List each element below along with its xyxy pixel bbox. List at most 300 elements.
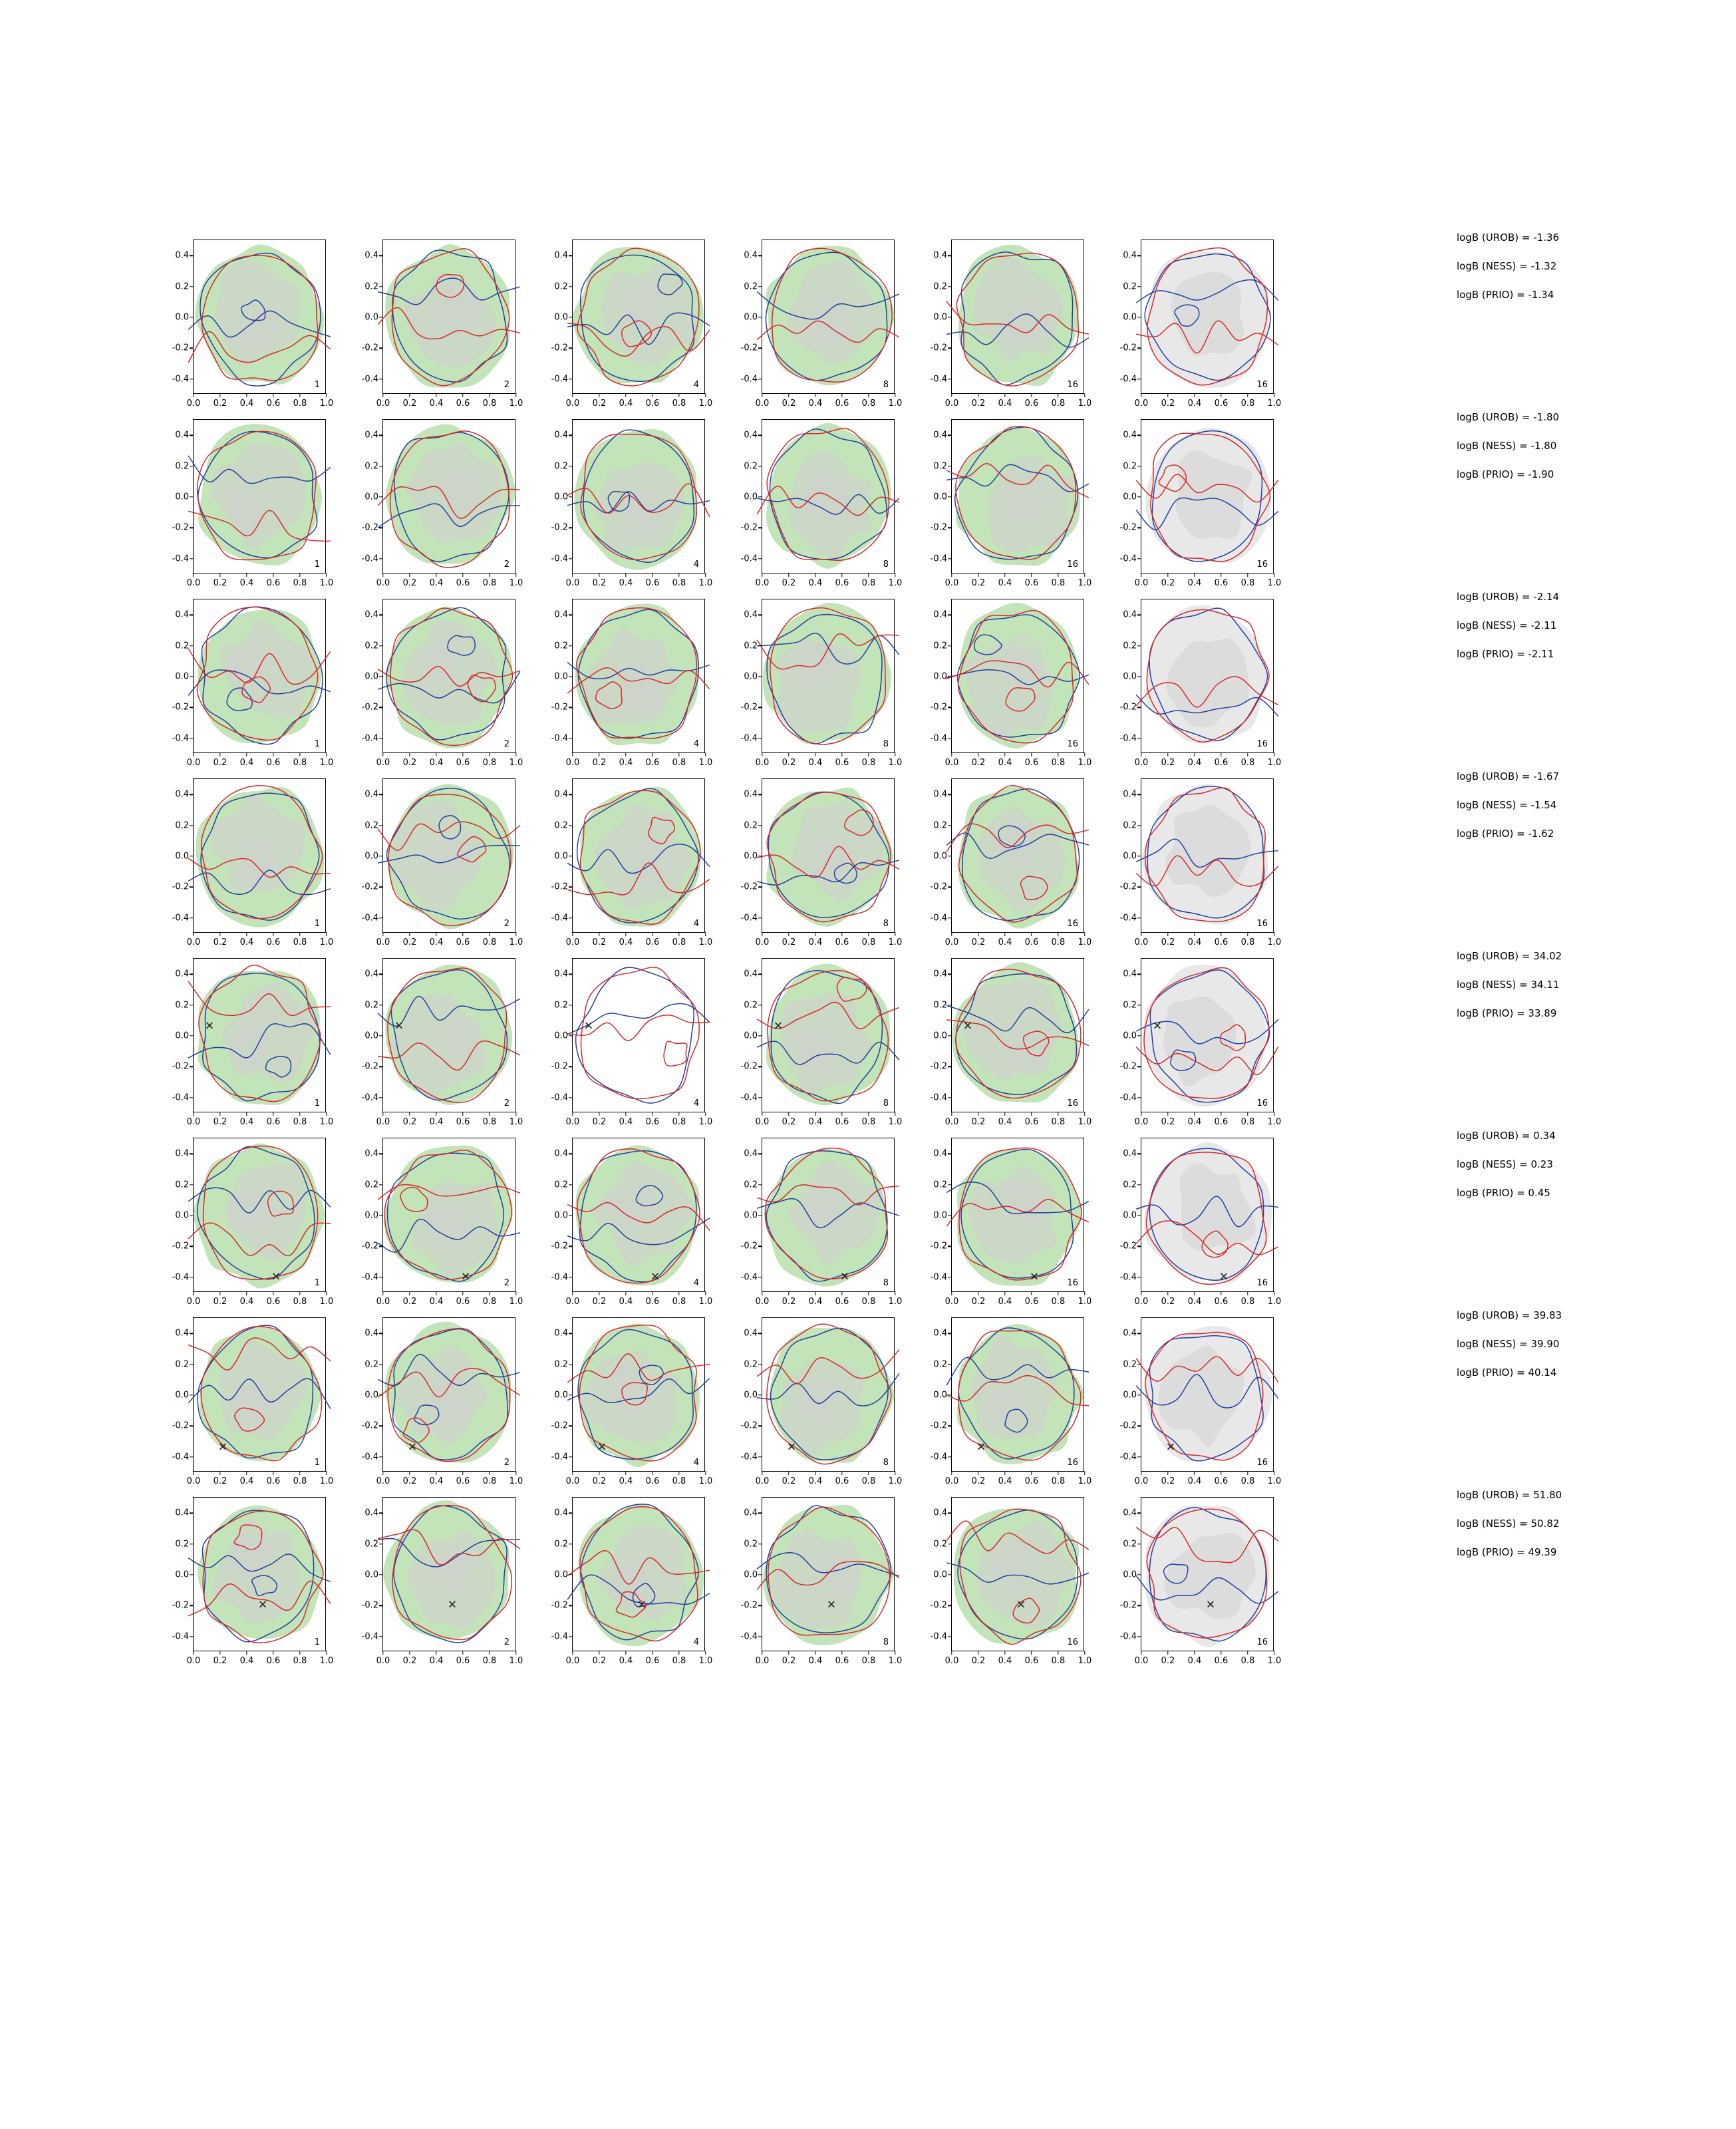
y-tick-label: -0.2 — [551, 1241, 568, 1251]
x-tick-mark — [515, 1471, 516, 1475]
x-tick-mark — [489, 1651, 490, 1655]
panel-count-label: 4 — [693, 1637, 699, 1647]
x-tick-label: 1.0 — [319, 578, 334, 588]
x-tick-mark — [1247, 1291, 1248, 1295]
x-tick-mark — [788, 1651, 789, 1655]
x-tick-label: 0.2 — [971, 1117, 986, 1127]
panel-2-5 — [1107, 592, 1282, 772]
y-tick-label: -0.4 — [361, 913, 378, 923]
x-tick-mark — [1247, 932, 1248, 936]
y-tick-label: -0.2 — [740, 522, 758, 533]
y-tick-label: -0.4 — [930, 554, 947, 564]
y-tick-mark — [379, 1456, 383, 1457]
y-tick-mark — [379, 348, 383, 349]
x-tick-label: 0.0 — [186, 1476, 201, 1486]
x-tick-label: 0.2 — [782, 1656, 796, 1666]
x-tick-label: 0.8 — [672, 937, 686, 947]
panel-count-label: 2 — [504, 1098, 509, 1108]
x-tick-label: 0.2 — [1161, 1476, 1175, 1486]
panel-5-0 — [160, 1131, 334, 1311]
x-tick-mark — [515, 1112, 516, 1116]
x-tick-label: 0.4 — [998, 937, 1012, 947]
x-tick-label: 1.0 — [509, 1476, 523, 1486]
x-tick-mark — [788, 1471, 789, 1475]
x-tick-label: 0.6 — [835, 399, 849, 409]
x-tick-label: 0.8 — [1240, 1476, 1255, 1486]
y-tick-label: -0.4 — [740, 374, 758, 385]
x-tick-label: 0.4 — [619, 1476, 633, 1486]
x-tick-label: 0.4 — [998, 1117, 1012, 1127]
y-tick-label: -0.2 — [172, 1061, 189, 1072]
y-tick-mark — [948, 825, 952, 826]
x-tick-mark — [1247, 393, 1248, 397]
y-tick-mark — [379, 1215, 383, 1216]
x-tick-mark — [326, 1471, 327, 1475]
y-tick-mark — [948, 1035, 952, 1036]
y-tick-mark — [948, 1394, 952, 1395]
panel-6-2 — [539, 1311, 713, 1490]
y-tick-mark — [569, 286, 573, 287]
x-tick-mark — [1167, 1651, 1168, 1655]
y-tick-mark — [190, 1636, 194, 1637]
x-tick-label: 0.4 — [998, 399, 1012, 409]
y-tick-label: -0.4 — [551, 554, 568, 564]
panel-count-label: 8 — [883, 560, 889, 570]
y-tick-label: 0.2 — [175, 1000, 189, 1011]
panel-axes — [172, 240, 334, 409]
y-tick-label: 0.0 — [1123, 1390, 1137, 1400]
x-tick-mark — [515, 752, 516, 756]
x-tick-mark — [489, 752, 490, 756]
x-tick-label: 0.2 — [402, 1656, 417, 1666]
x-tick-label: 0.4 — [1187, 399, 1202, 409]
x-tick-label: 0.4 — [429, 937, 444, 947]
x-tick-mark — [515, 1291, 516, 1295]
x-tick-mark — [1194, 1291, 1195, 1295]
x-tick-label: 0.6 — [1024, 758, 1039, 768]
x-tick-label: 1.0 — [698, 1117, 713, 1127]
y-tick-mark — [758, 496, 762, 497]
x-tick-label: 0.6 — [1024, 937, 1039, 947]
x-tick-mark — [299, 1112, 300, 1116]
panel-1-3 — [728, 412, 903, 592]
y-tick-mark — [758, 1153, 762, 1154]
x-tick-mark — [1084, 1291, 1085, 1295]
y-tick-label: -0.2 — [1119, 702, 1137, 713]
x-tick-mark — [299, 1291, 300, 1295]
y-tick-label: -0.4 — [361, 374, 378, 385]
y-tick-mark — [1137, 558, 1141, 559]
row-annotation-line: logB (PRIO) = 0.45 — [1457, 1187, 1550, 1199]
x-tick-mark — [625, 573, 626, 577]
x-tick-label: 1.0 — [888, 1476, 903, 1486]
x-tick-label: 0.4 — [429, 1297, 444, 1307]
y-tick-mark — [569, 496, 573, 497]
panel-count-label: 1 — [314, 1278, 320, 1288]
truth-marker-x: ✕ — [826, 1598, 837, 1612]
panel-axes — [740, 599, 903, 768]
x-tick-mark — [489, 1291, 490, 1295]
y-tick-mark — [190, 496, 194, 497]
y-tick-label: 0.4 — [364, 430, 378, 440]
panel-axes — [172, 1317, 334, 1486]
y-tick-label: -0.4 — [1119, 733, 1137, 744]
y-tick-mark — [948, 1636, 952, 1637]
y-tick-label: 0.2 — [933, 1539, 947, 1550]
y-tick-label: 0.4 — [364, 789, 378, 800]
x-tick-label: 0.0 — [755, 399, 770, 409]
y-tick-label: 0.0 — [554, 492, 568, 502]
x-tick-label: 0.4 — [1187, 1656, 1202, 1666]
x-tick-mark — [246, 932, 247, 936]
row-annotation-line: logB (NESS) = -1.32 — [1457, 260, 1557, 272]
x-tick-label: 0.8 — [861, 758, 876, 768]
y-tick-mark — [948, 496, 952, 497]
x-tick-mark — [462, 1112, 463, 1116]
panel-3-0 — [160, 772, 334, 951]
y-tick-label: 0.4 — [175, 609, 189, 620]
x-tick-label: 0.8 — [293, 578, 307, 588]
y-tick-label: 0.0 — [933, 492, 947, 502]
x-tick-mark — [788, 932, 789, 936]
y-tick-label: 0.0 — [364, 1569, 378, 1580]
x-tick-label: 0.4 — [429, 758, 444, 768]
x-tick-label: 0.8 — [293, 1297, 307, 1307]
x-tick-label: 0.2 — [402, 1117, 417, 1127]
y-tick-mark — [379, 1184, 383, 1185]
panel-5-1 — [349, 1131, 523, 1311]
y-tick-mark — [948, 434, 952, 435]
x-tick-label: 1.0 — [509, 1297, 523, 1307]
y-tick-label: 0.2 — [175, 1539, 189, 1550]
panel-axes — [361, 778, 523, 947]
x-tick-label: 1.0 — [698, 1476, 713, 1486]
x-tick-mark — [409, 932, 410, 936]
x-tick-label: 0.2 — [1161, 937, 1175, 947]
x-tick-label: 0.6 — [1214, 578, 1229, 588]
x-tick-label: 0.8 — [861, 1656, 876, 1666]
x-tick-label: 0.2 — [782, 578, 796, 588]
row-annotation-line: logB (UROB) = -2.14 — [1457, 591, 1560, 603]
x-tick-label: 0.4 — [239, 578, 254, 588]
y-tick-label: 0.4 — [364, 1328, 378, 1339]
y-tick-label: 0.2 — [1123, 461, 1137, 472]
panel-3-4 — [918, 772, 1092, 951]
y-tick-label: -0.4 — [1119, 374, 1137, 385]
x-tick-label: 0.0 — [944, 758, 959, 768]
x-tick-mark — [868, 393, 869, 397]
y-tick-mark — [948, 973, 952, 974]
x-tick-label: 1.0 — [698, 578, 713, 588]
y-tick-mark — [569, 973, 573, 974]
x-tick-label: 0.2 — [402, 1476, 417, 1486]
x-tick-label: 1.0 — [509, 399, 523, 409]
truth-marker-x: ✕ — [204, 1019, 215, 1033]
x-tick-label: 0.0 — [565, 758, 580, 768]
y-tick-mark — [190, 1574, 194, 1575]
panel-1-1 — [349, 412, 523, 592]
y-tick-label: -0.2 — [740, 1600, 758, 1611]
x-tick-label: 0.2 — [592, 1476, 607, 1486]
x-tick-mark — [625, 393, 626, 397]
x-tick-label: 0.6 — [1214, 1656, 1229, 1666]
panel-count-label: 1 — [314, 1098, 320, 1108]
x-tick-mark — [1247, 752, 1248, 756]
panel-axes — [361, 240, 523, 409]
y-tick-label: 0.4 — [744, 1328, 758, 1339]
y-tick-mark — [379, 1066, 383, 1067]
y-tick-mark — [190, 1153, 194, 1154]
row-annotation-line: logB (UROB) = 0.34 — [1457, 1130, 1556, 1142]
panel-count-label: 8 — [883, 919, 889, 929]
y-tick-mark — [758, 614, 762, 615]
panel-count-label: 2 — [504, 919, 509, 929]
x-tick-mark — [951, 1471, 952, 1475]
y-tick-mark — [1137, 1097, 1141, 1098]
panel-3-1 — [349, 772, 523, 951]
x-tick-mark — [462, 573, 463, 577]
x-tick-label: 0.0 — [944, 937, 959, 947]
y-tick-mark — [948, 1574, 952, 1575]
y-tick-label: 0.0 — [744, 851, 758, 862]
x-tick-label: 0.2 — [213, 1476, 227, 1486]
y-tick-mark — [758, 348, 762, 349]
x-tick-mark — [382, 393, 383, 397]
panel-axes — [172, 1497, 334, 1666]
panel-count-label: 2 — [504, 1637, 509, 1647]
x-tick-mark — [1084, 573, 1085, 577]
x-tick-label: 0.6 — [645, 758, 660, 768]
x-tick-mark — [1167, 752, 1168, 756]
y-tick-label: -0.2 — [1119, 1061, 1137, 1072]
y-tick-mark — [569, 707, 573, 708]
x-tick-label: 1.0 — [319, 1297, 334, 1307]
truth-marker-x: ✕ — [447, 1598, 458, 1612]
y-tick-label: -0.2 — [172, 522, 189, 533]
x-tick-mark — [193, 1651, 194, 1655]
y-tick-label: 0.0 — [1123, 1031, 1137, 1041]
y-tick-label: -0.4 — [172, 1631, 189, 1642]
x-tick-mark — [326, 1651, 327, 1655]
y-tick-label: -0.2 — [740, 343, 758, 353]
x-tick-mark — [515, 932, 516, 936]
y-tick-label: 0.0 — [175, 1210, 189, 1221]
panel-count-label: 16 — [1067, 739, 1078, 749]
row-annotation-line: logB (UROB) = 51.80 — [1457, 1489, 1562, 1501]
y-tick-mark — [190, 1097, 194, 1098]
y-tick-label: -0.2 — [172, 1420, 189, 1431]
x-tick-label: 0.8 — [482, 1656, 497, 1666]
x-tick-label: 0.4 — [998, 1476, 1012, 1486]
y-tick-label: 0.4 — [554, 250, 568, 261]
y-tick-label: 0.0 — [175, 492, 189, 502]
y-tick-label: 0.4 — [554, 609, 568, 620]
panel-axes — [172, 778, 334, 947]
truth-marker-x: ✕ — [271, 1270, 281, 1284]
x-tick-label: 0.6 — [266, 1297, 281, 1307]
y-tick-label: -0.2 — [551, 882, 568, 892]
panel-count-label: 16 — [1256, 739, 1268, 749]
x-tick-label: 0.2 — [1161, 1656, 1175, 1666]
x-tick-label: 0.6 — [1024, 578, 1039, 588]
x-tick-label: 0.4 — [998, 578, 1012, 588]
x-tick-mark — [678, 1651, 679, 1655]
y-tick-label: 0.2 — [1123, 820, 1137, 831]
x-tick-mark — [1194, 393, 1195, 397]
y-tick-label: -0.2 — [740, 882, 758, 892]
x-tick-label: 0.6 — [1214, 1297, 1229, 1307]
x-tick-label: 1.0 — [509, 578, 523, 588]
x-tick-mark — [1084, 1112, 1085, 1116]
y-tick-label: 0.4 — [744, 250, 758, 261]
panel-count-label: 8 — [883, 380, 889, 390]
x-tick-label: 0.2 — [1161, 399, 1175, 409]
x-tick-mark — [678, 932, 679, 936]
x-tick-label: 0.0 — [186, 399, 201, 409]
row-annotation-block — [1457, 233, 1736, 319]
x-tick-label: 0.2 — [782, 758, 796, 768]
y-tick-label: 0.4 — [554, 1328, 568, 1339]
panel-0-4 — [918, 233, 1092, 412]
x-tick-label: 1.0 — [1267, 399, 1282, 409]
y-tick-mark — [190, 973, 194, 974]
x-tick-label: 0.4 — [808, 1656, 823, 1666]
y-tick-mark — [190, 1364, 194, 1365]
x-tick-mark — [299, 573, 300, 577]
x-tick-label: 0.6 — [266, 1656, 281, 1666]
x-tick-mark — [462, 1651, 463, 1655]
row-annotation-line: logB (PRIO) = -1.34 — [1457, 289, 1554, 301]
y-tick-label: 0.2 — [744, 281, 758, 292]
x-tick-label: 0.0 — [1134, 937, 1149, 947]
x-tick-label: 0.4 — [239, 1656, 254, 1666]
y-tick-mark — [1137, 348, 1141, 349]
panel-axes — [1119, 1497, 1282, 1666]
x-tick-label: 1.0 — [1267, 937, 1282, 947]
y-tick-mark — [379, 1574, 383, 1575]
y-tick-mark — [1137, 1636, 1141, 1637]
x-tick-mark — [951, 393, 952, 397]
y-tick-label: 0.4 — [1123, 609, 1137, 620]
panel-count-label: 2 — [504, 560, 509, 570]
x-tick-label: 0.0 — [565, 1656, 580, 1666]
x-tick-mark — [788, 1112, 789, 1116]
y-tick-label: 0.2 — [933, 1000, 947, 1011]
y-tick-label: 0.0 — [364, 671, 378, 682]
x-tick-label: 0.2 — [971, 578, 986, 588]
panel-axes — [172, 1138, 334, 1307]
y-tick-label: 0.2 — [175, 1359, 189, 1370]
x-tick-mark — [219, 573, 220, 577]
x-tick-mark — [625, 1291, 626, 1295]
x-tick-mark — [382, 573, 383, 577]
x-tick-label: 1.0 — [1267, 1117, 1282, 1127]
x-tick-mark — [868, 1651, 869, 1655]
y-tick-label: 0.4 — [175, 789, 189, 800]
x-tick-mark — [193, 1291, 194, 1295]
x-tick-mark — [1004, 1112, 1005, 1116]
x-tick-label: 0.2 — [592, 758, 607, 768]
y-tick-mark — [379, 825, 383, 826]
y-tick-label: 0.0 — [364, 851, 378, 862]
panel-count-label: 1 — [314, 919, 320, 929]
x-tick-mark — [515, 1651, 516, 1655]
x-tick-label: 0.6 — [645, 1656, 660, 1666]
x-tick-label: 0.0 — [376, 758, 390, 768]
x-tick-mark — [515, 393, 516, 397]
x-tick-mark — [572, 1291, 573, 1295]
x-tick-label: 0.2 — [213, 1656, 227, 1666]
x-tick-label: 0.8 — [1051, 937, 1066, 947]
x-tick-label: 1.0 — [509, 1656, 523, 1666]
y-tick-label: 0.0 — [744, 671, 758, 682]
y-tick-mark — [948, 676, 952, 677]
y-tick-label: 0.2 — [1123, 281, 1137, 292]
y-tick-mark — [379, 887, 383, 888]
x-tick-mark — [246, 1291, 247, 1295]
x-tick-label: 0.6 — [645, 1117, 660, 1127]
x-tick-label: 0.6 — [266, 1476, 281, 1486]
panel-axes — [361, 1317, 523, 1486]
x-tick-label: 1.0 — [319, 758, 334, 768]
x-tick-mark — [1004, 932, 1005, 936]
y-tick-label: 0.2 — [744, 461, 758, 472]
y-tick-label: 0.0 — [744, 312, 758, 323]
x-tick-mark — [409, 752, 410, 756]
y-tick-mark — [758, 1512, 762, 1513]
x-tick-mark — [625, 752, 626, 756]
x-tick-mark — [1194, 932, 1195, 936]
y-tick-label: -0.4 — [930, 374, 947, 385]
y-tick-mark — [758, 645, 762, 646]
x-tick-label: 0.4 — [429, 578, 444, 588]
y-tick-label: -0.4 — [1119, 1272, 1137, 1283]
y-tick-label: 0.4 — [175, 1508, 189, 1518]
x-tick-mark — [382, 752, 383, 756]
x-tick-label: 1.0 — [1078, 1476, 1092, 1486]
y-tick-mark — [379, 434, 383, 435]
x-tick-mark — [193, 752, 194, 756]
x-tick-mark — [868, 932, 869, 936]
x-tick-label: 1.0 — [319, 937, 334, 947]
row-annotation-line: logB (UROB) = -1.80 — [1457, 411, 1560, 423]
y-tick-mark — [758, 825, 762, 826]
y-tick-mark — [569, 1605, 573, 1606]
y-tick-label: 0.0 — [175, 1569, 189, 1580]
x-tick-mark — [868, 1471, 869, 1475]
y-tick-mark — [379, 1605, 383, 1606]
panel-count-label: 16 — [1256, 560, 1268, 570]
x-tick-label: 0.8 — [1051, 578, 1066, 588]
y-tick-mark — [569, 1153, 573, 1154]
y-tick-label: -0.2 — [930, 882, 947, 892]
panel-axes — [930, 1317, 1092, 1486]
y-tick-label: -0.2 — [1119, 882, 1137, 892]
panel-count-label: 1 — [314, 380, 320, 390]
panel-count-label: 2 — [504, 739, 509, 749]
y-tick-mark — [1137, 1035, 1141, 1036]
x-tick-mark — [1247, 573, 1248, 577]
x-tick-mark — [299, 1471, 300, 1475]
x-tick-label: 0.6 — [835, 1117, 849, 1127]
y-tick-mark — [190, 558, 194, 559]
x-tick-label: 0.4 — [998, 758, 1012, 768]
x-tick-label: 0.0 — [186, 1656, 201, 1666]
y-tick-label: 0.4 — [364, 1148, 378, 1159]
y-tick-label: 0.2 — [1123, 1539, 1137, 1550]
x-tick-label: 0.0 — [565, 1476, 580, 1486]
x-tick-label: 0.8 — [861, 1297, 876, 1307]
